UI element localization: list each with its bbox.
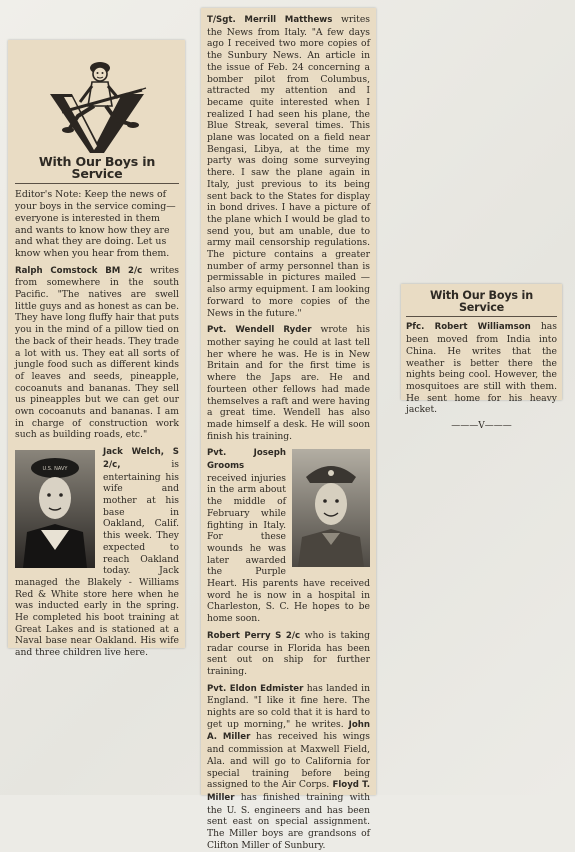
editors-note: Editor's Note: Keep the news of your boys in the service coming—everyone is interested in them and wants to know how they are and what they are doing. Let us know when you hear from them. <box>15 189 176 259</box>
item-text: has finished training with the U. S. engineers and has been sent east on special assignment. The Miller boys are grandsons of Clifton Miller of Sunbury. <box>207 792 370 851</box>
item-text: writes from somewhere in the south Pacific. "The natives are swell little guys and as honest as can be. They have long fluffy hair that puts you in the mind of a pillow tied on the back of their heads. They trade a lot with us. They eat all sorts of jungle food such as different kinds of leaves and seeds, pineapple, cocoanuts and bananas. They sell us pineapples but we can get our own cocoanuts and bananas. I am in charge of construction work such as building roads, etc." <box>15 264 179 441</box>
soldier-name: Ralph Comstock BM 2/c <box>15 265 143 276</box>
svg-text:U.S. NAVY: U.S. NAVY <box>42 466 68 473</box>
photo-welch <box>15 450 95 568</box>
clipping-heading: With Our Boys in Service <box>430 289 533 314</box>
soldier-v-logo <box>42 54 152 154</box>
item-text: who is taking radar course in Florida has been sent out on ship for further training. <box>207 629 371 677</box>
clipping-right <box>401 284 562 432</box>
item-perry <box>207 630 370 678</box>
soldier-name: T/Sgt. Merrill Matthews <box>207 15 333 25</box>
item-text: is entertaining his wife and mother at his base in Oakland, Calif. this week. They expected to reach Oakland today. Jack managed the Blakely - Williams Red & White store here when he was inducted early in the spring. He completed his boot training at Great Lakes and is stationed at a Naval base near Oakland. His wife and three children live here. <box>15 458 179 659</box>
divider <box>15 183 179 184</box>
item-comstock <box>15 265 179 442</box>
soldier-name: Pvt. Eldon Edmister <box>207 683 304 694</box>
item-matthews <box>207 14 370 319</box>
soldier-name: Pfc. Robert Williamson <box>406 322 531 333</box>
item-text: has received his wings and commission at Maxwell Field, Ala. and will go to California for special training before being assigned to the Air Corps. <box>207 731 371 791</box>
item-ryder <box>207 324 370 442</box>
soldier-name: Jack Welch, S 2/c, <box>103 447 179 470</box>
clipping-heading: With Our Boys in Service <box>38 154 156 181</box>
item-text: wrote his mother saying he could at last tell her where he was. He is in New Britain and for the first time is where the Japs are. He and fourteen other fellows had made themselves a raft and were having a great time. Wendell has also made himself a desk. He will soon finish his training. <box>207 324 370 442</box>
item-edmister <box>207 683 370 852</box>
item-text: received injuries in the arm about the middle of February while fighting in Italy. For these wounds he was later awarded the Purple Heart. His parents have received word he is now in a hospital in Charleston, S. C. He hopes to be home soon. <box>207 472 370 625</box>
soldier-name: John A. Miller <box>207 719 371 743</box>
item-williamson <box>406 321 557 416</box>
clipping-left <box>8 40 185 659</box>
soldier-name: Pvt. Wendell Ryder <box>207 325 312 336</box>
soldier-name: Floyd T. Miller <box>207 780 370 803</box>
clipping-middle <box>201 8 376 851</box>
end-mark: ———V——— <box>451 421 512 432</box>
photo-grooms <box>292 449 370 567</box>
item-text: has landed in England. "I like it fine here. The nights are so cold that it is hard to get up morning," he writes. <box>207 682 370 730</box>
soldier-name: Robert Perry S 2/c <box>207 630 301 641</box>
divider <box>406 316 557 317</box>
soldier-name: Pvt. Joseph Grooms <box>207 448 286 472</box>
item-text: writes the News from Italy. "A few days ago I received two more copies of the Sunbury News. An article in the issue of Feb. 24 concerning a bomber pilot from Columbus, attracted my attention and I became quite interested when I realized I had seen his plane, the Blue Streak, several times. This plane was located on a field near Bengasi, Libya, at the time my party was doing some surveying there. I saw the plane again in Italy, just previous to its being sent back to the States for display in bond drives. I have a picture of the plane which I would be glad to send you, but am unable, due to army mail censorship regulations. The picture contains a greater number of army personnel than is permissable in pictures mailed — also army equipment. I am looking forward to more copies of the News in the future." <box>207 14 370 319</box>
item-text: has been moved from India into China. He writes that the weather is better there the nights being cool. However, the mosquitoes are still with them. He sent home for his heavy jacket. <box>406 321 557 416</box>
item-grooms <box>207 447 370 625</box>
item-welch <box>15 446 179 659</box>
